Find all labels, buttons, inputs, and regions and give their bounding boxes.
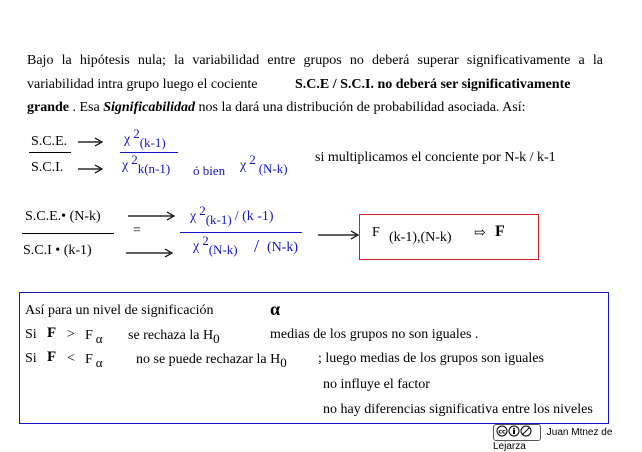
- alpha-subscript: α: [95, 355, 103, 370]
- chi-symbol: χ: [193, 239, 200, 254]
- intro-line-1: [27, 53, 603, 69]
- fraction-line-chi: [120, 152, 178, 153]
- f-df: (k-1),(N-k): [389, 230, 452, 245]
- sci-times-k1: S.C.I • (k-1): [23, 243, 92, 258]
- rule2-si: Si: [25, 351, 37, 366]
- equals-sign: =: [133, 223, 141, 238]
- sci-label: S.C.I.: [31, 160, 64, 175]
- rule2-lt: <: [67, 351, 75, 366]
- grande-word: grande: [27, 100, 69, 115]
- chi-exponent: 2: [133, 126, 140, 141]
- chi-df-bottom: k(n-1): [137, 161, 171, 176]
- rule1-Falpha: [85, 327, 103, 344]
- f-bold: F: [495, 223, 505, 240]
- chi-symbol: χ: [124, 132, 131, 147]
- rule2-Falpha: [85, 351, 103, 368]
- chi-alt: [240, 152, 288, 176]
- intro-line-2: [27, 77, 258, 93]
- arrow-right-icon: [318, 230, 360, 240]
- conclusion-1: no influye el factor: [323, 377, 430, 392]
- intro-line-3: [27, 100, 526, 116]
- sce-label: S.C.E.: [31, 134, 68, 149]
- cc-license-badge: [493, 424, 541, 441]
- f-label: F: [372, 225, 380, 240]
- conclusion-2: no hay diferencias significativa entre los niveles: [323, 402, 593, 417]
- chi-den: [193, 233, 238, 257]
- chi-num: [190, 203, 274, 227]
- fraction-line-2: [22, 233, 114, 234]
- rule2-text: [136, 351, 287, 368]
- rule2-no-reject: no se puede rechazar la H: [136, 352, 281, 367]
- chi-symbol: χ: [122, 158, 129, 173]
- arrow-right-icon: [78, 164, 104, 174]
- arrow-right-icon: [126, 248, 174, 258]
- rule1-text: [128, 327, 220, 344]
- sce-times-nk: S.C.E.• (N-k): [25, 209, 101, 224]
- alpha-symbol: α: [270, 299, 281, 319]
- intro-line-1-text: Bajo la hipótesis nula; la variabilidad entre grupos no deberá superar significativamente a la: [27, 53, 603, 68]
- cc-license-icon: [496, 425, 538, 437]
- h0-subscript: 0: [213, 331, 220, 346]
- rule1-reject: se rechaza la H: [128, 328, 214, 343]
- chi-num-df: (k-1): [205, 212, 232, 227]
- arrow-right-icon: [78, 137, 104, 147]
- rule2-F: F: [47, 349, 57, 365]
- alpha-subscript: α: [95, 331, 103, 346]
- rule2-end: ; luego medias de los grupos son iguales: [318, 351, 544, 366]
- intro-line-3-mid: . Esa: [69, 100, 104, 115]
- implies-arrow-icon: ⇨: [474, 226, 486, 241]
- fraction-line-chi-2: [180, 232, 302, 233]
- chi-df-alt: (N-k): [258, 161, 288, 176]
- f-alpha-label: F: [85, 328, 93, 343]
- multiply-note: si multiplicamos el conciente por N-k / k-1: [315, 150, 556, 165]
- license-footer: [493, 424, 642, 452]
- h0-subscript: 0: [280, 355, 287, 370]
- chi-den-df: (N-k): [208, 242, 238, 257]
- chi-bottom: [122, 152, 171, 176]
- o-bien: ó bien: [193, 163, 226, 178]
- chi-exponent: 2: [199, 203, 206, 218]
- intro-line-2-text: variabilidad intra grupo luego el cociente: [27, 77, 258, 92]
- rule1-gt: >: [67, 327, 75, 342]
- arrow-right-icon: [128, 211, 176, 221]
- chi-exponent: 2: [131, 152, 138, 167]
- intro-line-3-end: nos la dará una distribución de probabilidad asociada. Así:: [195, 100, 526, 115]
- chi-top: [124, 126, 166, 150]
- chi-exponent: 2: [249, 152, 256, 167]
- intro-line-2-bold: S.C.E / S.C.I. no deberá ser significativamente: [295, 77, 571, 92]
- significabilidad-word: Significabilidad: [103, 100, 196, 115]
- den-divisor: (N-k): [267, 240, 299, 255]
- rule1-F: F: [47, 325, 57, 341]
- chi-exponent: 2: [202, 233, 209, 248]
- svg-text:cc: cc: [498, 428, 506, 436]
- rule1-end: medias de los grupos no son iguales .: [270, 327, 479, 342]
- fraction-line-1: [29, 152, 71, 153]
- rule1-si: Si: [25, 327, 37, 342]
- chi-df-top: (k-1): [139, 135, 166, 150]
- rules-intro: Así para un nivel de significación: [25, 303, 214, 318]
- chi-symbol: χ: [190, 209, 197, 224]
- den-slash: /: [254, 236, 260, 256]
- chi-num-div: / (k -1): [234, 209, 274, 224]
- chi-symbol: χ: [240, 158, 247, 173]
- f-alpha-label: F: [85, 352, 93, 367]
- author-name: Juan Mtnez de Lejarza: [493, 427, 613, 452]
